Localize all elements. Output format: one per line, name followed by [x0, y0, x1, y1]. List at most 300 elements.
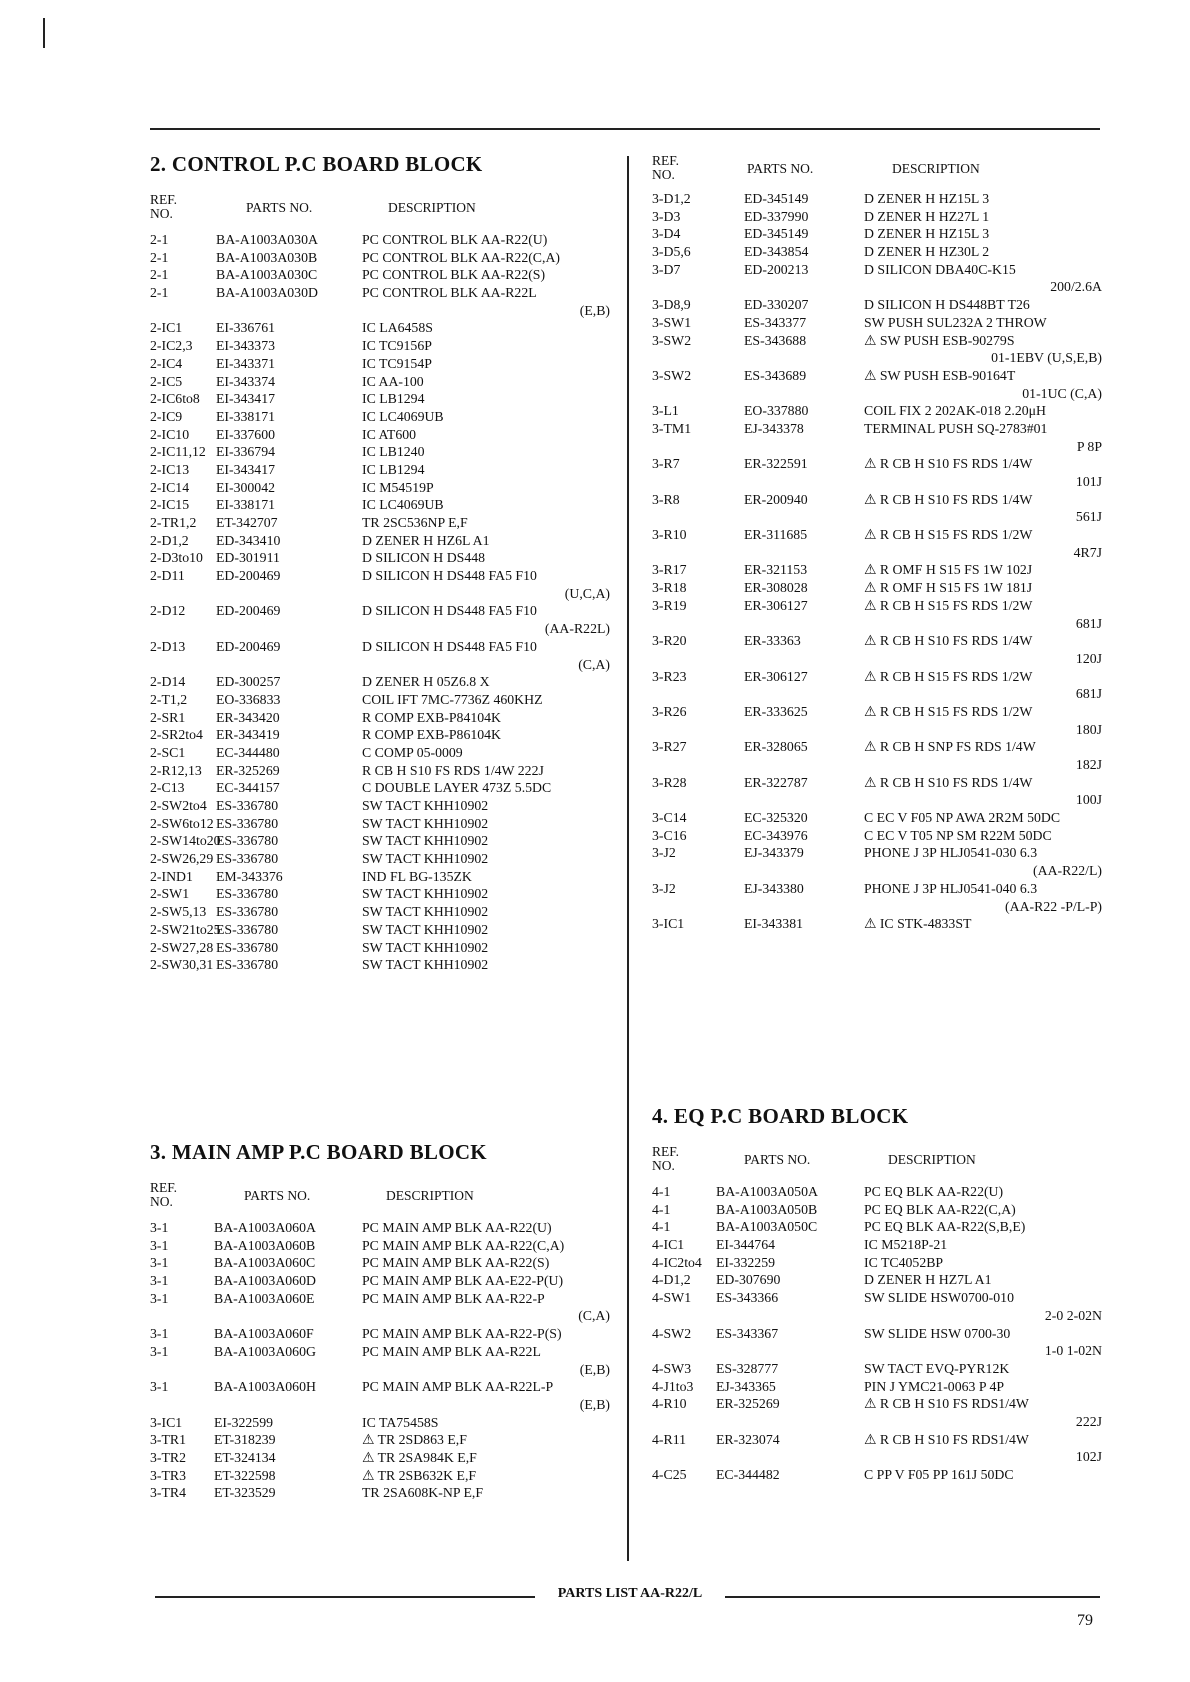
description: PC EQ BLK AA-R22(U)	[864, 1184, 1004, 1199]
description: IC TA75458S	[362, 1414, 439, 1430]
ref-no: 4-1	[652, 1184, 671, 1199]
table-row-continuation	[652, 473, 1102, 491]
description: TR 2SC536NP E,F	[362, 515, 468, 530]
description: PC EQ BLK AA-R22(S,B,E)	[864, 1219, 1026, 1235]
parts-no: ES-336780	[216, 815, 279, 831]
header-ref: REF. NO.	[150, 1180, 178, 1209]
ref-no: 4-1	[652, 1201, 671, 1217]
parts-table	[150, 1219, 610, 1502]
description: IC TC4052BP	[864, 1254, 944, 1270]
header-description: DESCRIPTION	[888, 1152, 976, 1167]
description: ⚠ R CB H SNP FS RDS 1/4W	[864, 739, 1036, 755]
ref-no: 4-R10	[652, 1396, 687, 1412]
description: D ZENER H 05Z6.8 X	[362, 674, 490, 690]
parts-no: ET-323529	[214, 1485, 276, 1501]
parts-no: ER-333625	[744, 703, 808, 719]
description: (C,A)	[578, 1308, 610, 1324]
description: 180J	[1075, 721, 1102, 737]
ref-no: 2-1	[150, 232, 169, 247]
table-row-continuation	[652, 650, 1102, 668]
header-parts-no: PARTS NO.	[744, 1152, 811, 1167]
description: ⚠ R CB H S10 FS RDS 1/4W	[864, 774, 1033, 790]
description: D SILICON DBA40C-K15	[864, 261, 1016, 277]
description: PC EQ BLK AA-R22(C,A)	[864, 1201, 1016, 1217]
parts-no: EI-343371	[216, 355, 276, 371]
ref-no: 3-J2	[652, 845, 676, 861]
parts-no: ER-33363	[744, 633, 801, 649]
description: C PP V F05 PP 161J 50DC	[864, 1467, 1014, 1482]
description: D SILICON H DS448 FA5 F10	[362, 638, 537, 654]
description: 4R7J	[1073, 544, 1102, 560]
table-row	[150, 514, 610, 532]
description: IC LB1294	[362, 461, 425, 477]
parts-no: ER-328065	[744, 739, 808, 755]
parts-no: ET-342707	[216, 515, 278, 530]
table-row	[150, 762, 610, 780]
parts-no: ER-343420	[216, 709, 280, 725]
description: IC LC4069UB	[362, 497, 444, 513]
description: (U,C,A)	[564, 585, 610, 601]
description: PC MAIN AMP BLK AA-R22-P	[362, 1290, 545, 1306]
table-row	[652, 703, 1102, 721]
ref-no: 2-IND1	[150, 868, 193, 884]
table-row	[150, 284, 610, 302]
description: P 8P	[1076, 438, 1102, 454]
ref-no: 2-D11	[150, 568, 185, 584]
ref-no: 3-1	[150, 1237, 169, 1253]
ref-no: 3-D8,9	[652, 297, 691, 313]
description: (AA-R22 -P/L-P)	[1005, 898, 1102, 914]
header-description: DESCRIPTION	[388, 200, 476, 215]
ref-no: 3-J2	[652, 880, 676, 896]
table-row-continuation	[652, 385, 1102, 403]
table-row	[150, 496, 610, 514]
table-row	[150, 567, 610, 585]
table-row	[150, 337, 610, 355]
description: C EC V T05 NP SM R22M 50DC	[864, 827, 1052, 843]
description: IC LA6458S	[362, 320, 433, 336]
table-row	[150, 479, 610, 497]
table-row	[652, 1271, 1102, 1289]
description: ⚠ R OMF H S15 FS 1W 102J	[864, 562, 1033, 578]
description: IC M5218P-21	[864, 1237, 948, 1253]
table-row	[150, 461, 610, 479]
ref-no: 2-IC14	[150, 479, 190, 495]
parts-no: EJ-343379	[744, 845, 804, 861]
header-ref: REF. NO.	[150, 192, 178, 221]
table-row-continuation	[652, 1342, 1102, 1360]
description: 102J	[1075, 1449, 1102, 1465]
description: COIL IFT 7MC-7736Z 460KHZ	[362, 691, 543, 707]
description: 182J	[1075, 757, 1102, 772]
table-row	[150, 709, 610, 727]
parts-no: EJ-343365	[716, 1378, 776, 1394]
description: PC MAIN AMP BLK AA-R22-P(S)	[362, 1326, 562, 1342]
table-header	[150, 191, 610, 223]
description: PC CONTROL BLK AA-R22L	[362, 285, 537, 301]
description: 561J	[1075, 509, 1102, 525]
table-row	[652, 915, 1102, 933]
description: ⚠ R OMF H S15 FS 1W 181J	[864, 580, 1033, 596]
description: SW TACT KHH10902	[362, 904, 489, 920]
ref-no: 3-C16	[652, 827, 687, 843]
parts-no: ER-343419	[216, 727, 280, 743]
parts-no: EI-343374	[216, 373, 276, 389]
description: IC TC9154P	[362, 355, 432, 371]
table-row-continuation	[150, 1396, 610, 1414]
description: IND FL BG-135ZK	[362, 868, 472, 884]
parts-no: ES-343367	[716, 1325, 779, 1341]
parts-no: EI-332259	[716, 1254, 776, 1270]
parts-no: ES-343366	[716, 1290, 779, 1306]
parts-no: ED-343854	[744, 244, 809, 260]
description: IC LC4069UB	[362, 408, 444, 424]
table-row	[652, 579, 1102, 597]
parts-no: EI-343417	[216, 391, 276, 407]
description: IC TC9156P	[362, 338, 432, 354]
parts-no: ES-336780	[216, 833, 279, 849]
table-row	[150, 885, 610, 903]
description: SW TACT KHH10902	[362, 939, 489, 955]
table-header	[652, 152, 1102, 186]
table-row	[652, 1289, 1102, 1307]
ref-no: 2-IC5	[150, 373, 183, 389]
footer-rule-right	[725, 1596, 1100, 1598]
description: ⚠ R CB H S10 FS RDS 1/4W	[864, 633, 1033, 649]
parts-no: ER-323074	[716, 1431, 780, 1447]
table-row	[150, 408, 610, 426]
parts-no: ES-336780	[216, 921, 279, 937]
header-parts-no: PARTS NO.	[244, 1188, 311, 1203]
parts-no: BA-A1003A060A	[214, 1220, 316, 1235]
description: ⚠ R CB H S10 FS RDS 1/4W	[864, 456, 1033, 472]
section-main-amp-board	[150, 1140, 610, 1502]
parts-no: ED-301911	[216, 550, 280, 566]
parts-no: EI-343373	[216, 338, 276, 354]
description: 681J	[1075, 615, 1102, 631]
ref-no: 2-R12,13	[150, 762, 202, 778]
ref-no: 3-R20	[652, 633, 687, 649]
parts-no: EJ-343378	[744, 420, 804, 436]
table-row	[150, 903, 610, 921]
parts-no: ET-318239	[214, 1432, 276, 1448]
description: 100J	[1075, 792, 1102, 808]
ref-no: 3-1	[150, 1273, 169, 1289]
table-header	[150, 1179, 610, 1211]
parts-no: ED-345149	[744, 191, 809, 206]
description: ⚠ R CB H S15 FS RDS 1/2W	[864, 668, 1033, 684]
description: D SILICON H DS448 FA5 F10	[362, 568, 537, 584]
table-row	[150, 815, 610, 833]
parts-no: EI-300042	[216, 479, 276, 495]
description: PC MAIN AMP BLK AA-E22-P(U)	[362, 1273, 564, 1289]
table-row	[150, 1254, 610, 1272]
description: D ZENER H HZ15L 3	[864, 226, 990, 242]
description: ⚠ IC STK-4833ST	[864, 916, 972, 932]
parts-no: BA-A1003A030B	[216, 249, 318, 265]
table-row	[652, 208, 1102, 226]
table-row	[150, 266, 610, 284]
table-row	[150, 1484, 610, 1502]
parts-no: ED-200213	[744, 261, 809, 277]
description: (E,B)	[579, 1396, 610, 1412]
parts-no: BA-A1003A030D	[216, 285, 318, 301]
table-row	[150, 779, 610, 797]
ref-no: 2-SW14to20	[150, 833, 221, 849]
parts-no: ER-321153	[744, 562, 808, 578]
ref-no: 2-IC2,3	[150, 338, 193, 354]
description: ⚠ R CB H S10 FS RDS 1/4W	[864, 491, 1033, 507]
ref-no: 3-D5,6	[652, 244, 691, 260]
ref-no: 2-SW2to4	[150, 798, 207, 813]
ref-no: 4-SW1	[652, 1290, 692, 1306]
parts-no: ES-336780	[216, 798, 279, 813]
table-row	[652, 225, 1102, 243]
description: 681J	[1075, 686, 1102, 702]
ref-no: 4-IC2to4	[652, 1254, 702, 1270]
ref-no: 2-D1,2	[150, 532, 189, 548]
section-title: 2. CONTROL P.C BOARD BLOCK	[150, 152, 483, 176]
parts-no: BA-A1003A060G	[214, 1343, 316, 1359]
table-row-continuation	[652, 544, 1102, 562]
table-row	[150, 1467, 610, 1485]
top-rule	[150, 128, 1100, 130]
parts-no: EC-344480	[216, 744, 280, 760]
description: D ZENER H HZ6L A1	[362, 532, 490, 548]
parts-no: BA-A1003A060E	[214, 1290, 315, 1306]
table-row-continuation	[652, 898, 1102, 916]
description: SW TACT KHH10902	[362, 815, 489, 831]
table-row	[150, 1449, 610, 1467]
header-ref: REF. NO.	[652, 153, 680, 182]
table-row-continuation	[652, 1307, 1102, 1325]
table-row-continuation	[652, 615, 1102, 633]
ref-no: 3-R8	[652, 491, 680, 507]
parts-no: ED-337990	[744, 208, 809, 224]
ref-no: 2-1	[150, 267, 169, 283]
table-row	[652, 526, 1102, 544]
parts-no: EI-344764	[716, 1237, 776, 1253]
table-row	[652, 296, 1102, 314]
description: D ZENER H HZ7L A1	[864, 1272, 992, 1288]
parts-no: BA-A1003A030A	[216, 232, 318, 247]
page-number: 79	[1077, 1612, 1093, 1629]
description: IC LB1294	[362, 391, 425, 407]
description: PC MAIN AMP BLK AA-R22(S)	[362, 1255, 550, 1271]
parts-no: ET-324134	[214, 1449, 276, 1465]
ref-no: 3-D7	[652, 261, 681, 277]
table-row	[150, 319, 610, 337]
description: ⚠ R CB H S10 FS RDS1/4W	[864, 1396, 1029, 1412]
description: SW SLIDE HSW 0700-30	[864, 1325, 1011, 1341]
description: R COMP EXB-P86104K	[362, 727, 502, 743]
parts-no: ED-200469	[216, 568, 281, 584]
table-row-continuation	[652, 438, 1102, 456]
description: ⚠ TR 2SD863 E,F	[362, 1432, 467, 1448]
section-eq-board	[652, 1104, 1102, 1484]
table-row-continuation	[150, 302, 610, 320]
description: 1-0 1-02N	[1044, 1343, 1102, 1359]
footer-rule-left	[155, 1596, 535, 1598]
table-row-continuation	[652, 349, 1102, 367]
table-row	[150, 850, 610, 868]
ref-no: 4-IC1	[652, 1237, 685, 1253]
description: PC MAIN AMP BLK AA-R22(C,A)	[362, 1237, 565, 1253]
description: ⚠ R CB H S15 FS RDS 1/2W	[864, 597, 1033, 613]
description: PIN J YMC21-0063 P 4P	[864, 1378, 1005, 1394]
description: TERMINAL PUSH SQ-2783#01	[864, 420, 1048, 436]
ref-no: 3-TR3	[150, 1467, 187, 1483]
parts-no: ES-336780	[216, 851, 279, 867]
description: 101J	[1075, 474, 1102, 489]
parts-no: EC-343976	[744, 827, 808, 843]
description: D ZENER H HZ15L 3	[864, 191, 990, 206]
ref-no: 2-TR1,2	[150, 515, 197, 530]
footer-title: PARTS LIST AA-R22/L	[557, 1586, 703, 1601]
table-row	[150, 939, 610, 957]
description: PHONE J 3P HLJ0541-030 6.3	[864, 845, 1038, 861]
table-row	[652, 420, 1102, 438]
table-row	[150, 443, 610, 461]
ref-no: 4-C25	[652, 1467, 687, 1482]
description: IC AA-100	[362, 373, 424, 389]
parts-no: BA-A1003A050A	[716, 1184, 818, 1199]
parts-no: ED-200469	[216, 603, 281, 619]
section-control-board	[150, 152, 610, 974]
ref-no: 3-R28	[652, 774, 687, 790]
section-title: 4. EQ P.C BOARD BLOCK	[652, 1104, 909, 1128]
table-row	[150, 1237, 610, 1255]
parts-no: EI-338171	[216, 408, 276, 424]
parts-no: EI-338171	[216, 497, 276, 513]
table-row-continuation	[652, 862, 1102, 880]
ref-no: 2-D12	[150, 603, 186, 619]
table-row-continuation	[652, 1448, 1102, 1466]
ref-no: 2-IC15	[150, 497, 190, 513]
ref-no: 3-R10	[652, 527, 687, 543]
ref-no: 3-R26	[652, 703, 687, 719]
description: 01-1UC (C,A)	[1022, 385, 1102, 401]
table-row-continuation	[150, 1307, 610, 1325]
parts-no: EI-322599	[214, 1414, 274, 1430]
table-row	[150, 532, 610, 550]
ref-no: 4-D1,2	[652, 1272, 691, 1288]
ref-no: 3-C14	[652, 810, 687, 826]
parts-no: ES-336780	[216, 904, 279, 920]
parts-no: ED-307690	[716, 1272, 781, 1288]
table-row-continuation	[150, 620, 610, 638]
table-row	[652, 1466, 1102, 1484]
ref-no: 2-C13	[150, 780, 185, 796]
table-row	[150, 1272, 610, 1290]
parts-no: EI-343417	[216, 461, 276, 477]
parts-no: EO-336833	[216, 691, 281, 707]
description: PC MAIN AMP BLK AA-R22L	[362, 1343, 541, 1359]
table-row	[652, 1431, 1102, 1449]
table-row	[150, 1290, 610, 1308]
table-row	[150, 1414, 610, 1432]
table-row	[652, 880, 1102, 898]
ref-no: 4-SW2	[652, 1325, 692, 1341]
table-row	[652, 844, 1102, 862]
ref-no: 3-R23	[652, 668, 687, 684]
table-row	[150, 638, 610, 656]
parts-no: ES-343377	[744, 314, 807, 330]
description: C DOUBLE LAYER 473Z 5.5DC	[362, 780, 552, 796]
ref-no: 2-IC13	[150, 461, 190, 477]
table-row	[150, 426, 610, 444]
table-row	[652, 738, 1102, 756]
parts-no: EC-325320	[744, 810, 808, 826]
table-row-continuation	[652, 1413, 1102, 1431]
description: SW TACT KHH10902	[362, 851, 489, 867]
table-row	[652, 1360, 1102, 1378]
description: (E,B)	[579, 1361, 610, 1377]
parts-no: BA-A1003A060H	[214, 1379, 316, 1395]
parts-no: ER-325269	[716, 1396, 780, 1412]
description: SW PUSH SUL232A 2 THROW	[864, 314, 1047, 330]
description: C EC V F05 NP AWA 2R2M 50DC	[864, 810, 1061, 826]
ref-no: 3-1	[150, 1220, 169, 1235]
parts-no: BA-A1003A050B	[716, 1201, 818, 1217]
table-row	[652, 314, 1102, 332]
table-row	[150, 373, 610, 391]
table-row	[150, 868, 610, 886]
header-parts-no: PARTS NO.	[747, 161, 814, 176]
description: ⚠ TR 2SB632K E,F	[362, 1467, 477, 1483]
table-row	[150, 355, 610, 373]
table-row	[150, 956, 610, 974]
description: SW TACT KHH10902	[362, 921, 489, 937]
description: SW TACT KHH10902	[362, 833, 489, 849]
header-description: DESCRIPTION	[386, 1188, 474, 1203]
parts-no: ED-330207	[744, 297, 809, 313]
table-row	[652, 561, 1102, 579]
ref-no: 2-IC9	[150, 408, 183, 424]
ref-no: 2-SW6to12	[150, 815, 214, 831]
parts-no: ED-300257	[216, 674, 281, 690]
description: 200/2.6A	[1050, 279, 1102, 295]
description: IC LB1240	[362, 444, 425, 460]
ref-no: 3-TM1	[652, 420, 692, 436]
parts-no: EI-336761	[216, 320, 276, 336]
parts-no: ET-322598	[214, 1467, 276, 1483]
parts-no: ED-200469	[216, 638, 281, 654]
ref-no: 2-SR2to4	[150, 727, 203, 743]
description: (AA-R22L)	[544, 621, 610, 637]
ref-no: 3-D3	[652, 208, 681, 224]
table-row-continuation	[150, 585, 610, 603]
parts-no: EI-336794	[216, 444, 276, 460]
parts-no: ES-328777	[716, 1360, 779, 1376]
description: TR 2SA608K-NP E,F	[362, 1485, 483, 1501]
column-divider	[627, 156, 629, 1561]
description: IC AT600	[362, 426, 417, 442]
header-parts-no: PARTS NO.	[246, 200, 313, 215]
table-row	[150, 797, 610, 815]
description: ⚠ R CB H S15 FS RDS 1/2W	[864, 703, 1033, 719]
ref-no: 2-SR1	[150, 709, 186, 725]
ref-no: 3-1	[150, 1343, 169, 1359]
description: PC MAIN AMP BLK AA-R22(U)	[362, 1220, 552, 1235]
ref-no: 2-D13	[150, 638, 186, 654]
description: D ZENER H HZ30L 2	[864, 244, 990, 260]
parts-no: ER-306127	[744, 597, 808, 613]
parts-table	[150, 231, 610, 974]
description: 120J	[1075, 650, 1102, 666]
table-row	[150, 744, 610, 762]
parts-no: ES-343688	[744, 332, 807, 348]
